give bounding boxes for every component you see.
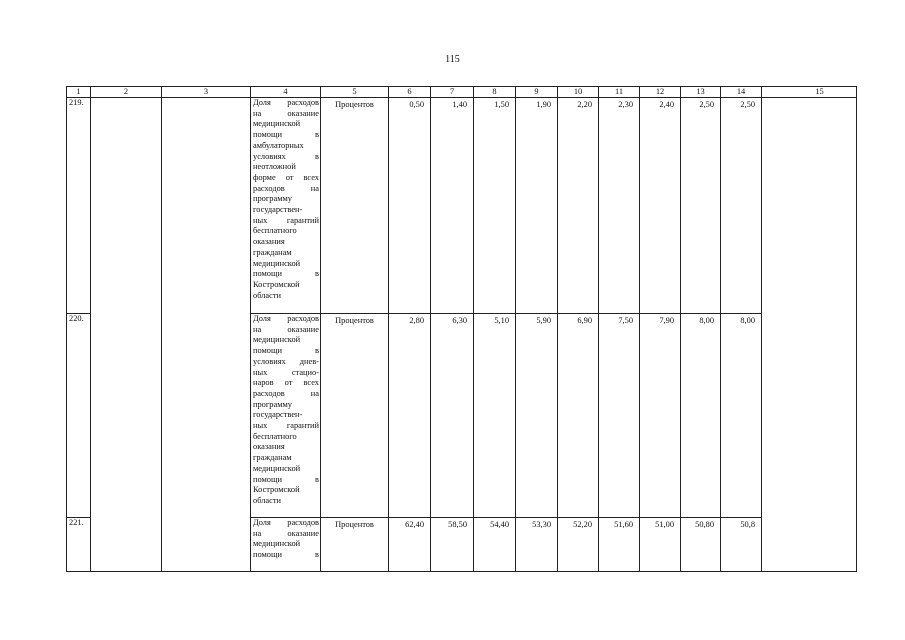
description-line: на оказание bbox=[253, 108, 319, 118]
column-15-cell bbox=[762, 98, 858, 573]
description-line: помощи в bbox=[253, 474, 319, 484]
value-cell-col-10: 6,90 bbox=[558, 314, 599, 518]
value-cell-col-11: 2,30 bbox=[599, 98, 640, 314]
value-cell-col-6: 0,50 bbox=[389, 98, 431, 314]
column-header-6: 6 bbox=[389, 87, 431, 98]
row-number: 221. bbox=[67, 518, 91, 573]
description-line: на оказание bbox=[253, 528, 319, 538]
column-header-9: 9 bbox=[516, 87, 558, 98]
column-header-3: 3 bbox=[162, 87, 251, 98]
value-cell-col-14: 2,50 bbox=[721, 98, 762, 314]
value-cell-col-7: 58,50 bbox=[431, 518, 474, 573]
description-line: Доля расходов bbox=[253, 314, 319, 323]
value-cell-col-8: 1,50 bbox=[474, 98, 516, 314]
column-header-1: 1 bbox=[67, 87, 91, 98]
value-cell-col-8: 5,10 bbox=[474, 314, 516, 518]
description-line: наров от всех bbox=[253, 378, 319, 388]
description-line: медицинской bbox=[253, 119, 301, 129]
page-number: 115 bbox=[445, 54, 460, 65]
description-line: гражданам bbox=[253, 247, 292, 257]
description-line: государствен- bbox=[253, 205, 303, 215]
indicator-table bbox=[66, 86, 857, 572]
column-header-8: 8 bbox=[474, 87, 516, 98]
indicator-description bbox=[251, 314, 321, 518]
value-cell-col-12: 51,00 bbox=[640, 518, 681, 573]
value-cell-col-11: 51,60 bbox=[599, 518, 640, 573]
value-cell-col-7: 6,30 bbox=[431, 314, 474, 518]
column-header-12: 12 bbox=[640, 87, 681, 98]
value-cell-col-6: 62,40 bbox=[389, 518, 431, 573]
description-line: бесплатного bbox=[253, 431, 297, 441]
description-line: медицинской bbox=[253, 258, 301, 268]
description-line: ных гарантий bbox=[253, 421, 319, 431]
unit-of-measure: Процентов bbox=[321, 518, 389, 573]
description-line: ных гарантий bbox=[253, 215, 319, 225]
unit-of-measure: Процентов bbox=[321, 314, 389, 518]
row-number: 220. bbox=[67, 314, 91, 518]
description-line: медицинской bbox=[253, 539, 301, 549]
description-line: расходов на bbox=[253, 388, 319, 398]
description-line: гражданам bbox=[253, 453, 292, 463]
column-2-cell bbox=[91, 98, 162, 573]
table-row bbox=[67, 98, 858, 314]
value-cell-col-6: 2,80 bbox=[389, 314, 431, 518]
column-header-2: 2 bbox=[91, 87, 162, 98]
column-header-4: 4 bbox=[251, 87, 321, 98]
value-cell-col-12: 7,90 bbox=[640, 314, 681, 518]
description-line: условиях днев- bbox=[253, 356, 319, 366]
description-line: на оказание bbox=[253, 324, 319, 334]
column-header-14: 14 bbox=[721, 87, 762, 98]
indicator-description bbox=[251, 518, 321, 573]
description-line: помощи в bbox=[253, 130, 319, 140]
description-line: Доля расходов bbox=[253, 98, 319, 107]
description-line: медицинской bbox=[253, 463, 301, 473]
description-line: оказания bbox=[253, 442, 285, 452]
description-line: расходов на bbox=[253, 183, 319, 193]
value-cell-col-13: 2,50 bbox=[681, 98, 721, 314]
value-cell-col-7: 1,40 bbox=[431, 98, 474, 314]
description-line: государствен- bbox=[253, 410, 303, 420]
value-cell-col-13: 50,80 bbox=[681, 518, 721, 573]
description-line: помощи в bbox=[253, 346, 319, 356]
description-line: области bbox=[253, 495, 281, 505]
column-header-5: 5 bbox=[321, 87, 389, 98]
value-cell-col-14: 8,00 bbox=[721, 314, 762, 518]
description-line: форме от всех bbox=[253, 172, 319, 182]
description-line: помощи в bbox=[253, 269, 319, 279]
description-line: Доля расходов bbox=[253, 518, 319, 527]
value-cell-col-9: 1,90 bbox=[516, 98, 558, 314]
value-cell-col-14: 50,8 bbox=[721, 518, 762, 573]
value-cell-col-8: 54,40 bbox=[474, 518, 516, 573]
description-line: медицинской bbox=[253, 335, 301, 345]
column-header-13: 13 bbox=[681, 87, 721, 98]
column-header-10: 10 bbox=[558, 87, 599, 98]
indicator-table-frame bbox=[66, 86, 857, 572]
indicator-description bbox=[251, 98, 321, 314]
value-cell-col-10: 2,20 bbox=[558, 98, 599, 314]
description-line: неотложной bbox=[253, 162, 296, 172]
description-line: помощи в bbox=[253, 550, 319, 560]
row-number: 219. bbox=[67, 98, 91, 314]
value-cell-col-10: 52,20 bbox=[558, 518, 599, 573]
unit-of-measure: Процентов bbox=[321, 98, 389, 314]
value-cell-col-12: 2,40 bbox=[640, 98, 681, 314]
column-header-15: 15 bbox=[762, 87, 858, 98]
description-line: амбулаторных bbox=[253, 140, 304, 150]
description-line: ных стацио- bbox=[253, 367, 319, 377]
description-line: оказания bbox=[253, 237, 285, 247]
column-3-cell bbox=[162, 98, 251, 573]
value-cell-col-9: 53,30 bbox=[516, 518, 558, 573]
description-line: программу bbox=[253, 194, 292, 204]
description-line: программу bbox=[253, 399, 292, 409]
value-cell-col-11: 7,50 bbox=[599, 314, 640, 518]
description-line: условиях в bbox=[253, 151, 319, 161]
description-line: Костромской bbox=[253, 279, 300, 289]
description-line: области bbox=[253, 290, 281, 300]
value-cell-col-9: 5,90 bbox=[516, 314, 558, 518]
column-header-7: 7 bbox=[431, 87, 474, 98]
header-row bbox=[67, 87, 858, 98]
column-header-11: 11 bbox=[599, 87, 640, 98]
description-line: бесплатного bbox=[253, 226, 297, 236]
value-cell-col-13: 8,00 bbox=[681, 314, 721, 518]
description-line: Костромской bbox=[253, 485, 300, 495]
